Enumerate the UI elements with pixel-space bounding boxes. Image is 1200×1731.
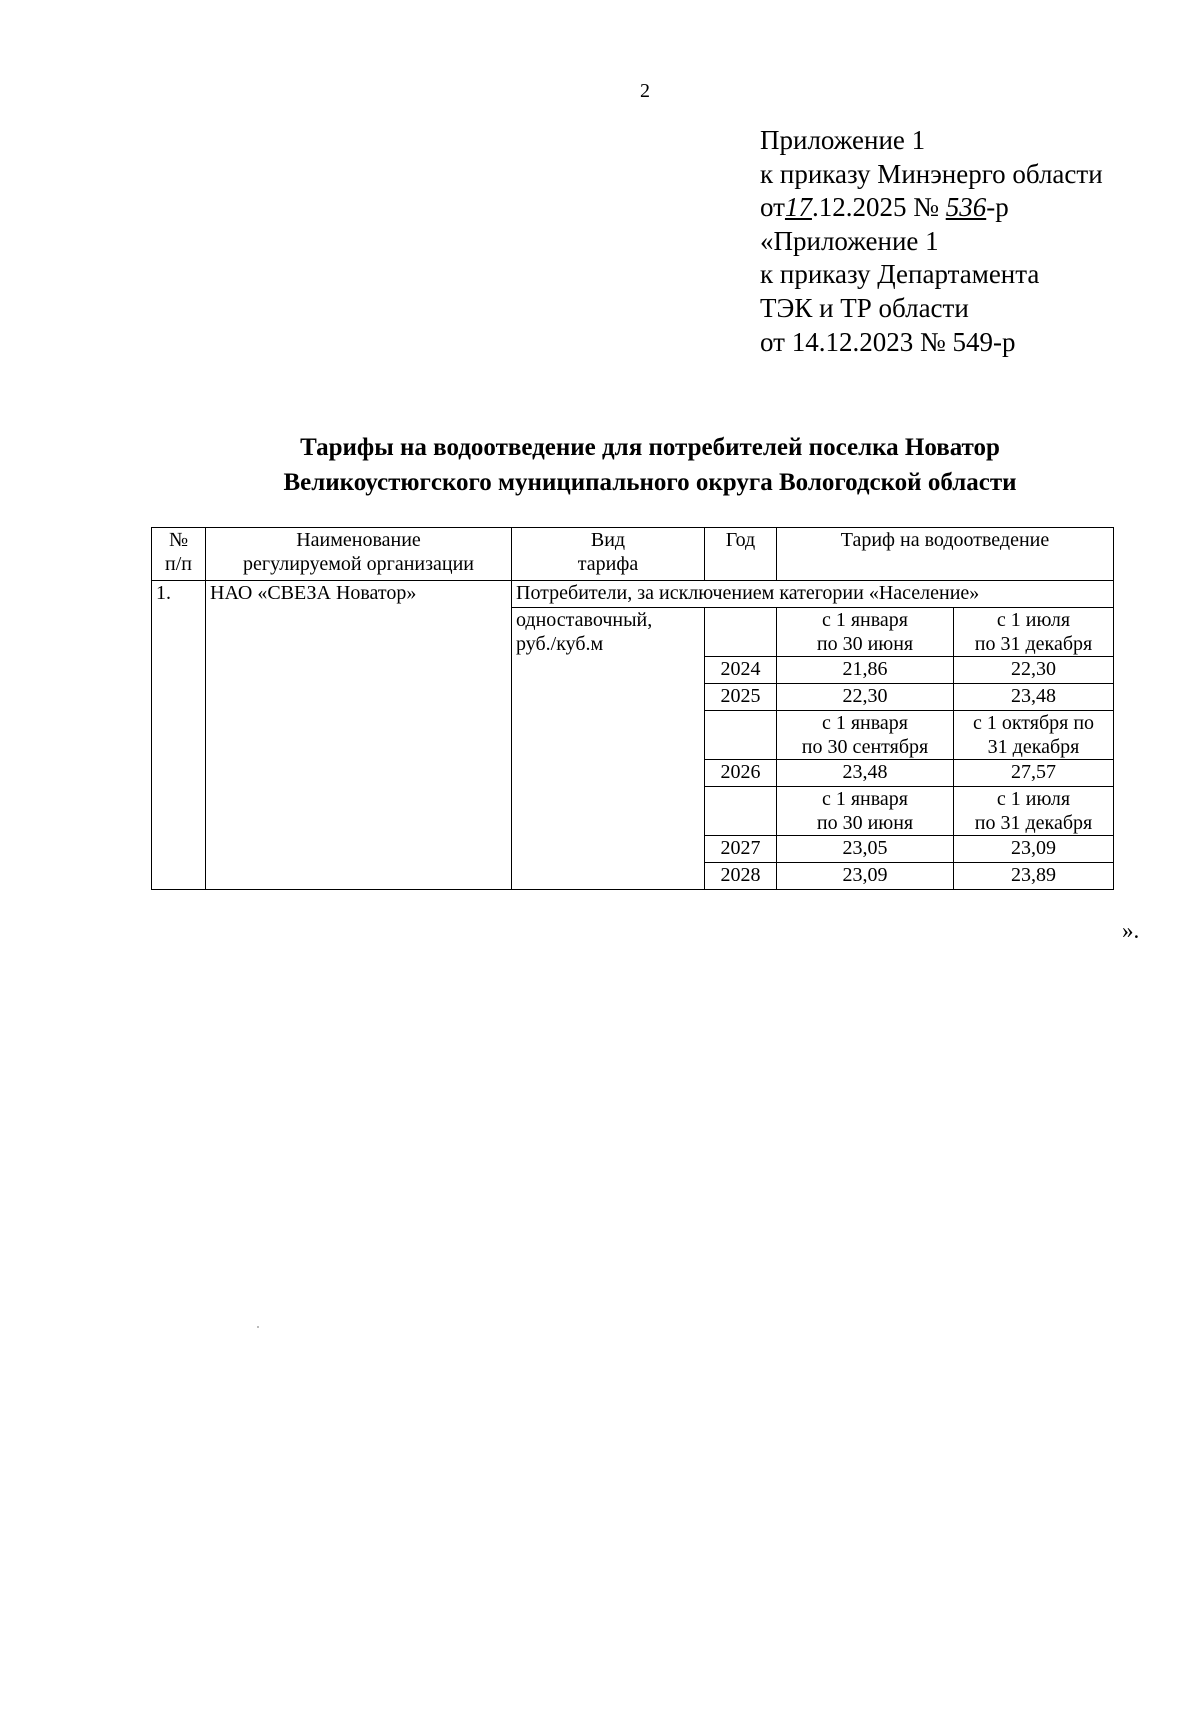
tariff-type: одноставочный, руб./куб.м	[512, 608, 705, 890]
appendix-line-2: к приказу Минэнерго области	[760, 158, 1103, 189]
title-line-1: Тарифы на водоотведение для потребителей поселка Новатор	[300, 434, 1000, 461]
appendix-line-6: ТЭК и ТР области	[760, 292, 969, 323]
period-c-year-blank	[705, 787, 777, 836]
scan-speck	[257, 1326, 259, 1328]
period-c-second: с 1 июля по 31 декабря	[954, 787, 1114, 836]
appendix-line-4: «Приложение 1	[760, 225, 939, 256]
tariff-table	[151, 527, 1114, 890]
handwritten-day: 17	[784, 192, 812, 223]
year-cell: 2027	[705, 836, 777, 863]
page-number: 2	[640, 80, 650, 102]
period-c-first: с 1 января по 30 июня	[777, 787, 954, 836]
appendix-line-3-prefix: от	[760, 192, 785, 223]
value-cell: 23,09	[777, 863, 954, 890]
value-cell: 27,57	[954, 760, 1114, 787]
consumers-category: Потребители, за исключением категории «Население»	[512, 581, 1114, 608]
table-header-row	[152, 528, 1114, 581]
period-a-second: с 1 июля по 31 декабря	[954, 608, 1114, 657]
consumers-row	[152, 581, 1114, 608]
document-title	[150, 430, 1150, 500]
period-b-year-blank	[705, 711, 777, 760]
appendix-line-5: к приказу Департамента	[760, 259, 1040, 290]
year-cell: 2026	[705, 760, 777, 787]
value-cell: 21,86	[777, 657, 954, 684]
header-number: № п/п	[152, 528, 206, 581]
value-cell: 22,30	[954, 657, 1114, 684]
row-number: 1.	[152, 581, 206, 890]
period-a-year-blank	[705, 608, 777, 657]
period-a-first: с 1 января по 30 июня	[777, 608, 954, 657]
year-cell: 2024	[705, 657, 777, 684]
year-cell: 2028	[705, 863, 777, 890]
appendix-line-3-middle: .12.2025 №	[811, 192, 939, 223]
header-tariff: Тариф на водоотведение	[777, 528, 1114, 581]
period-b-second: с 1 октября по 31 декабря	[954, 711, 1114, 760]
appendix-line-7: от 14.12.2023 № 549-р	[760, 326, 1016, 357]
appendix-line-3	[760, 191, 1103, 225]
header-organization: Наименование регулируемой организации	[206, 528, 512, 581]
value-cell: 23,48	[954, 684, 1114, 711]
title-line-2: Великоустюгского муниципального округа Вологодской области	[283, 469, 1017, 496]
value-cell: 23,89	[954, 863, 1114, 890]
value-cell: 23,05	[777, 836, 954, 863]
appendix-line-3-suffix: -р	[986, 192, 1009, 223]
value-cell: 22,30	[777, 684, 954, 711]
year-cell: 2025	[705, 684, 777, 711]
appendix-block	[760, 124, 1103, 359]
appendix-line-1: Приложение 1	[760, 125, 926, 155]
period-b-first: с 1 января по 30 сентября	[777, 711, 954, 760]
value-cell: 23,48	[777, 760, 954, 787]
header-year: Год	[705, 528, 777, 581]
value-cell: 23,09	[954, 836, 1114, 863]
organization-name: НАО «СВЕЗА Новатор»	[206, 581, 512, 890]
header-tariff-type: Вид тарифа	[512, 528, 705, 581]
handwritten-order-number: 536	[945, 192, 987, 223]
closing-quote-mark: ».	[1122, 918, 1140, 943]
